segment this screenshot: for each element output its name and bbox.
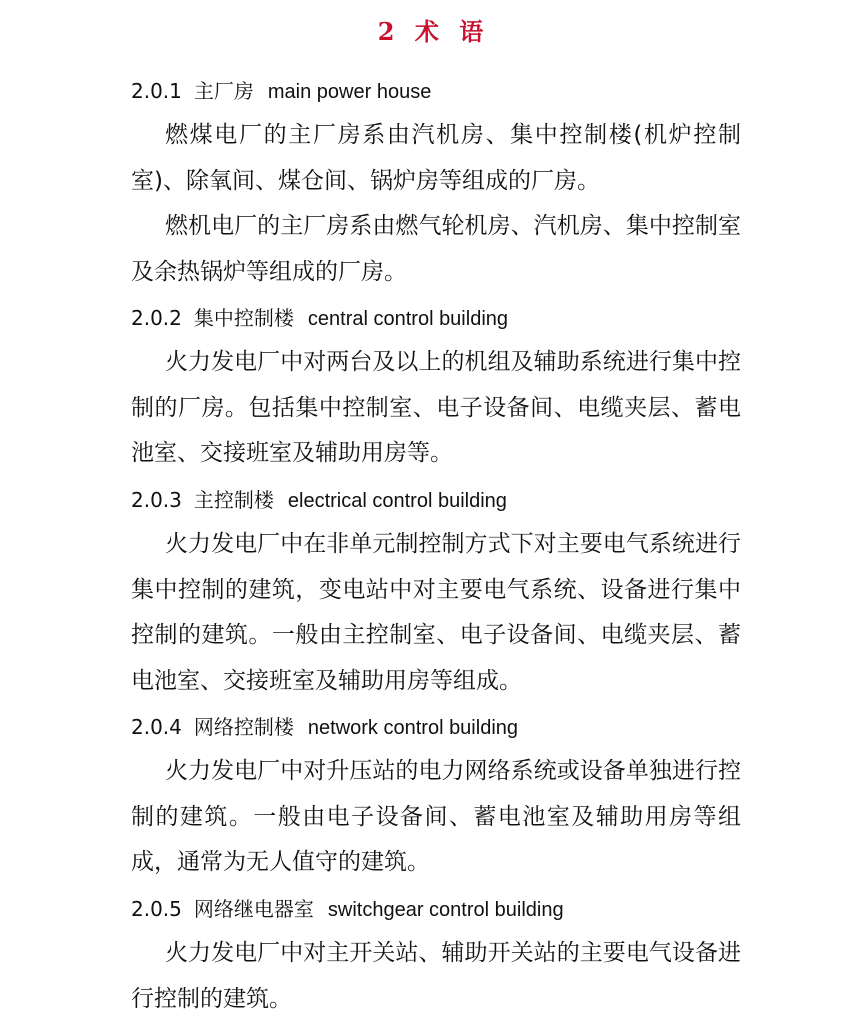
term-heading-2-0-1 [131, 76, 431, 107]
term-number: 2.0.2 [131, 306, 182, 330]
term-name-en: central control building [307, 308, 509, 330]
term-name-en: network control building [307, 717, 519, 739]
term-heading-2-0-2 [131, 303, 508, 334]
term-paragraph: 火力发电厂中在非单元制控制方式下对主要电气系统进行集中控制的建筑，变电站中对主要电气系统、设备进行集中控制的建筑。一般由主控制室、电子设备间、电缆夹层、蓄电池室、交接班室及辅助用房等组成。 [131, 531, 741, 694]
term-heading-2-0-5 [131, 894, 564, 925]
term-name-cn: 网络控制楼 [193, 715, 294, 739]
term-heading-2-0-3 [131, 485, 507, 516]
term-paragraph: 火力发电厂中对两台及以上的机组及辅助系统进行集中控制的厂房。包括集中控制室、电子设备间、电缆夹层、蓄电池室、交接班室及辅助用房等。 [131, 349, 741, 466]
term-paragraph: 火力发电厂中对升压站的电力网络系统或设备单独进行控制的建筑。一般由电子设备间、蓄电池室及辅助用房等组成，通常为无人值守的建筑。 [131, 758, 741, 875]
term-paragraph: 燃煤电厂的主厂房系由汽机房、集中控制楼(机炉控制室)、除氧间、煤仓间、锅炉房等组成的厂房。 [131, 122, 741, 194]
chapter-title: 2 术 语 [377, 17, 490, 46]
term-name-cn: 集中控制楼 [193, 306, 294, 330]
term-name-en: main power house [267, 81, 432, 103]
term-number: 2.0.5 [131, 897, 182, 921]
term-number: 2.0.1 [131, 79, 182, 103]
term-name-en: switchgear control building [327, 899, 564, 921]
term-paragraph: 火力发电厂中对主开关站、辅助开关站的主要电气设备进行控制的建筑。 [131, 940, 741, 1012]
term-heading-2-0-4 [131, 712, 518, 743]
term-number: 2.0.4 [131, 715, 182, 739]
term-name-cn: 网络继电器室 [193, 897, 314, 921]
term-name-en: electrical control building [287, 490, 507, 512]
term-paragraph: 燃机电厂的主厂房系由燃气轮机房、汽机房、集中控制室及余热锅炉等组成的厂房。 [131, 213, 741, 285]
term-number: 2.0.3 [131, 488, 182, 512]
term-name-cn: 主控制楼 [193, 488, 274, 512]
term-name-cn: 主厂房 [193, 79, 254, 103]
